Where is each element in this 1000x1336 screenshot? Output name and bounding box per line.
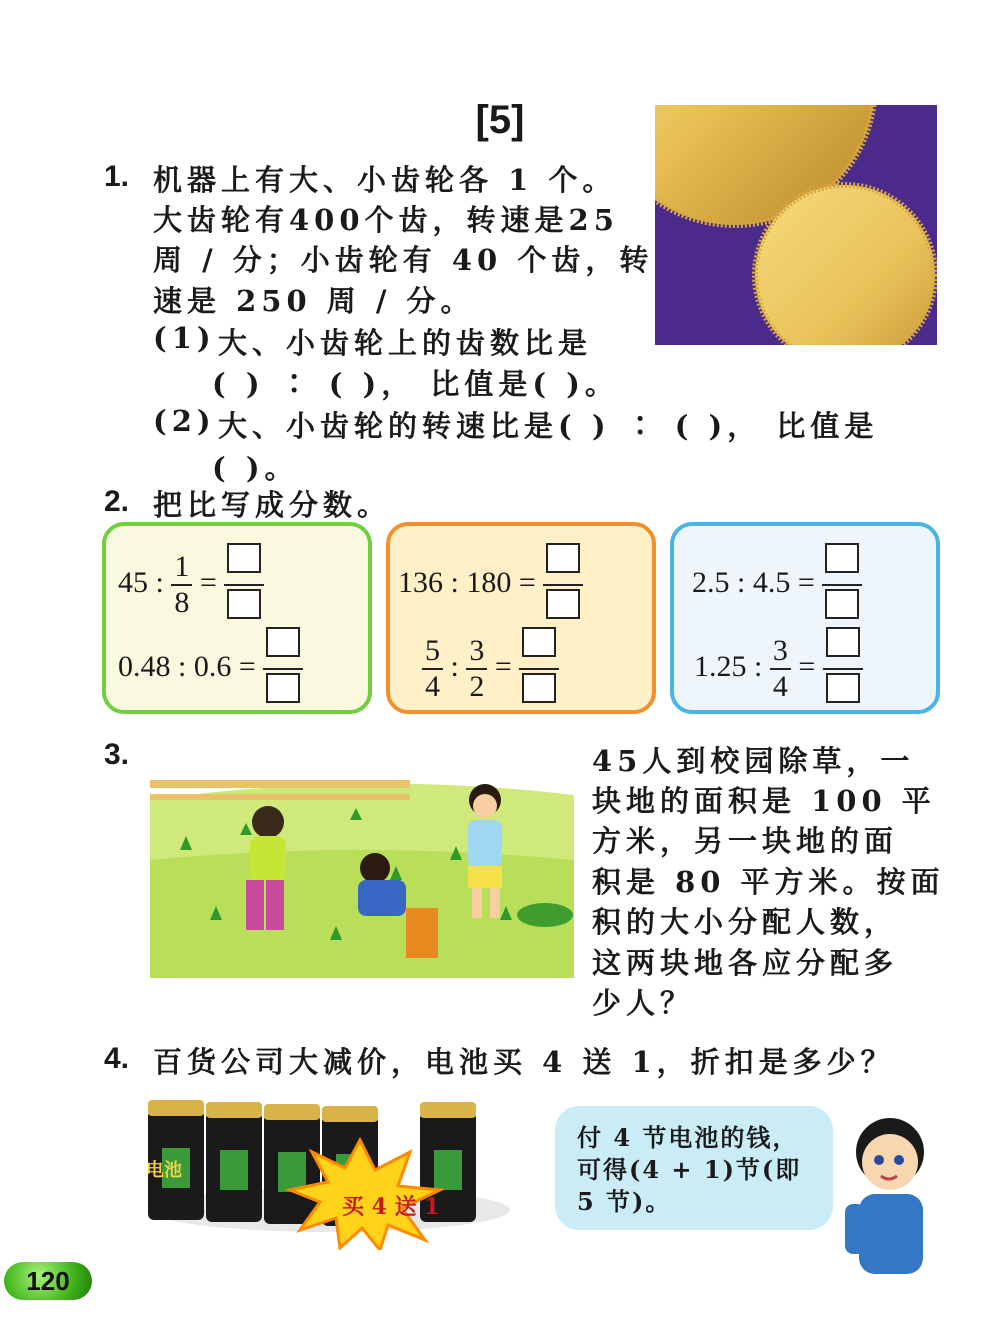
boy-illustration	[835, 1112, 955, 1282]
gears-image	[655, 105, 937, 345]
box2-expr-2: $\frac{5}{4}$ : $\frac{3}{2}$ =	[422, 624, 559, 714]
q1-sub2-line-2: ( )。	[212, 451, 299, 485]
battery-label: 电池	[146, 1160, 182, 1181]
weeding-illustration	[150, 740, 574, 978]
ratio-box-2	[386, 522, 656, 714]
q1-sub1-line-1: 大、小齿轮上的齿数比是	[218, 326, 593, 360]
q3-line-6: 这两块地各应分配多	[592, 946, 899, 980]
answer-fraction-blank[interactable]	[519, 624, 559, 714]
box3-expr-2: 1.25 : $\frac{3}{4}$ =	[694, 624, 863, 714]
fraction-3-4: $\frac{3}{4}$	[770, 634, 791, 704]
answer-fraction-blank[interactable]	[224, 540, 264, 630]
q3-line-1: 45人到校园除草，一	[592, 744, 915, 778]
bubble-line-2: 可得(4 + 1)节(即	[577, 1155, 802, 1184]
answer-fraction-blank[interactable]	[823, 624, 863, 714]
fraction-3-2: $\frac{3}{2}$	[466, 634, 487, 704]
q3-line-7: 少人？	[592, 986, 695, 1020]
q1-sub1-label: (1)	[153, 321, 216, 355]
q3-line-5: 积的大小分配人数，	[592, 905, 899, 939]
q2-number: 2.	[104, 485, 130, 518]
q1-number: 1.	[104, 160, 130, 193]
q1-line-1: 机器上有大、小齿轮各 1 个。	[153, 163, 617, 197]
answer-fraction-blank[interactable]	[263, 624, 303, 714]
fraction-1-8: $\frac{1}{8}$	[171, 550, 192, 620]
page-number: 120	[26, 1266, 70, 1296]
ratio-box-3	[670, 522, 940, 714]
q3-line-4: 积是 80 平方米。按面	[592, 865, 945, 899]
q3-line-3: 方米，另一块地的面	[592, 824, 899, 858]
q1-sub2-label: (2)	[153, 404, 216, 438]
ratio-box-1	[102, 522, 372, 714]
batteries-illustration	[140, 1090, 520, 1250]
q3-line-2: 块地的面积是 100 平	[592, 784, 936, 818]
q1-sub1-line-2: ( ) ∶ ( )， 比值是( )。	[212, 367, 619, 401]
box3-expr-1: 2.5 : 4.5 =	[692, 540, 862, 630]
box2-expr-1: 136 : 180 =	[398, 540, 583, 630]
answer-fraction-blank[interactable]	[543, 540, 583, 630]
q1-line-4: 速是 250 周 / 分。	[153, 284, 475, 318]
fraction-5-4: $\frac{5}{4}$	[422, 634, 443, 704]
box1-expr-2: 0.48 : 0.6 =	[118, 624, 303, 714]
answer-fraction-blank[interactable]	[822, 540, 862, 630]
speech-bubble	[555, 1106, 833, 1230]
q1-line-2: 大齿轮有400个齿，转速是25	[153, 203, 619, 237]
box1-expr-1: 45 : $\frac{1}{8}$ =	[118, 540, 264, 630]
bubble-line-1: 付 4 节电池的钱，	[577, 1123, 799, 1152]
q4-text: 百货公司大减价，电池买 4 送 1，折扣是多少？	[153, 1045, 895, 1079]
q3-number: 3.	[104, 738, 130, 771]
q1-sub2-line-1: 大、小齿轮的转速比是( ) ∶ ( )， 比值是	[218, 409, 879, 443]
q4-number: 4.	[104, 1042, 130, 1075]
starburst-label: 买 4 送 1	[342, 1194, 440, 1220]
q1-line-3: 周 / 分；小齿轮有 40 个齿，转	[153, 243, 654, 277]
page-number-badge	[4, 1262, 92, 1300]
q2-text: 把比写成分数。	[153, 488, 392, 522]
section-title: [5]	[475, 98, 525, 142]
bubble-line-3: 5 节)。	[577, 1187, 672, 1216]
